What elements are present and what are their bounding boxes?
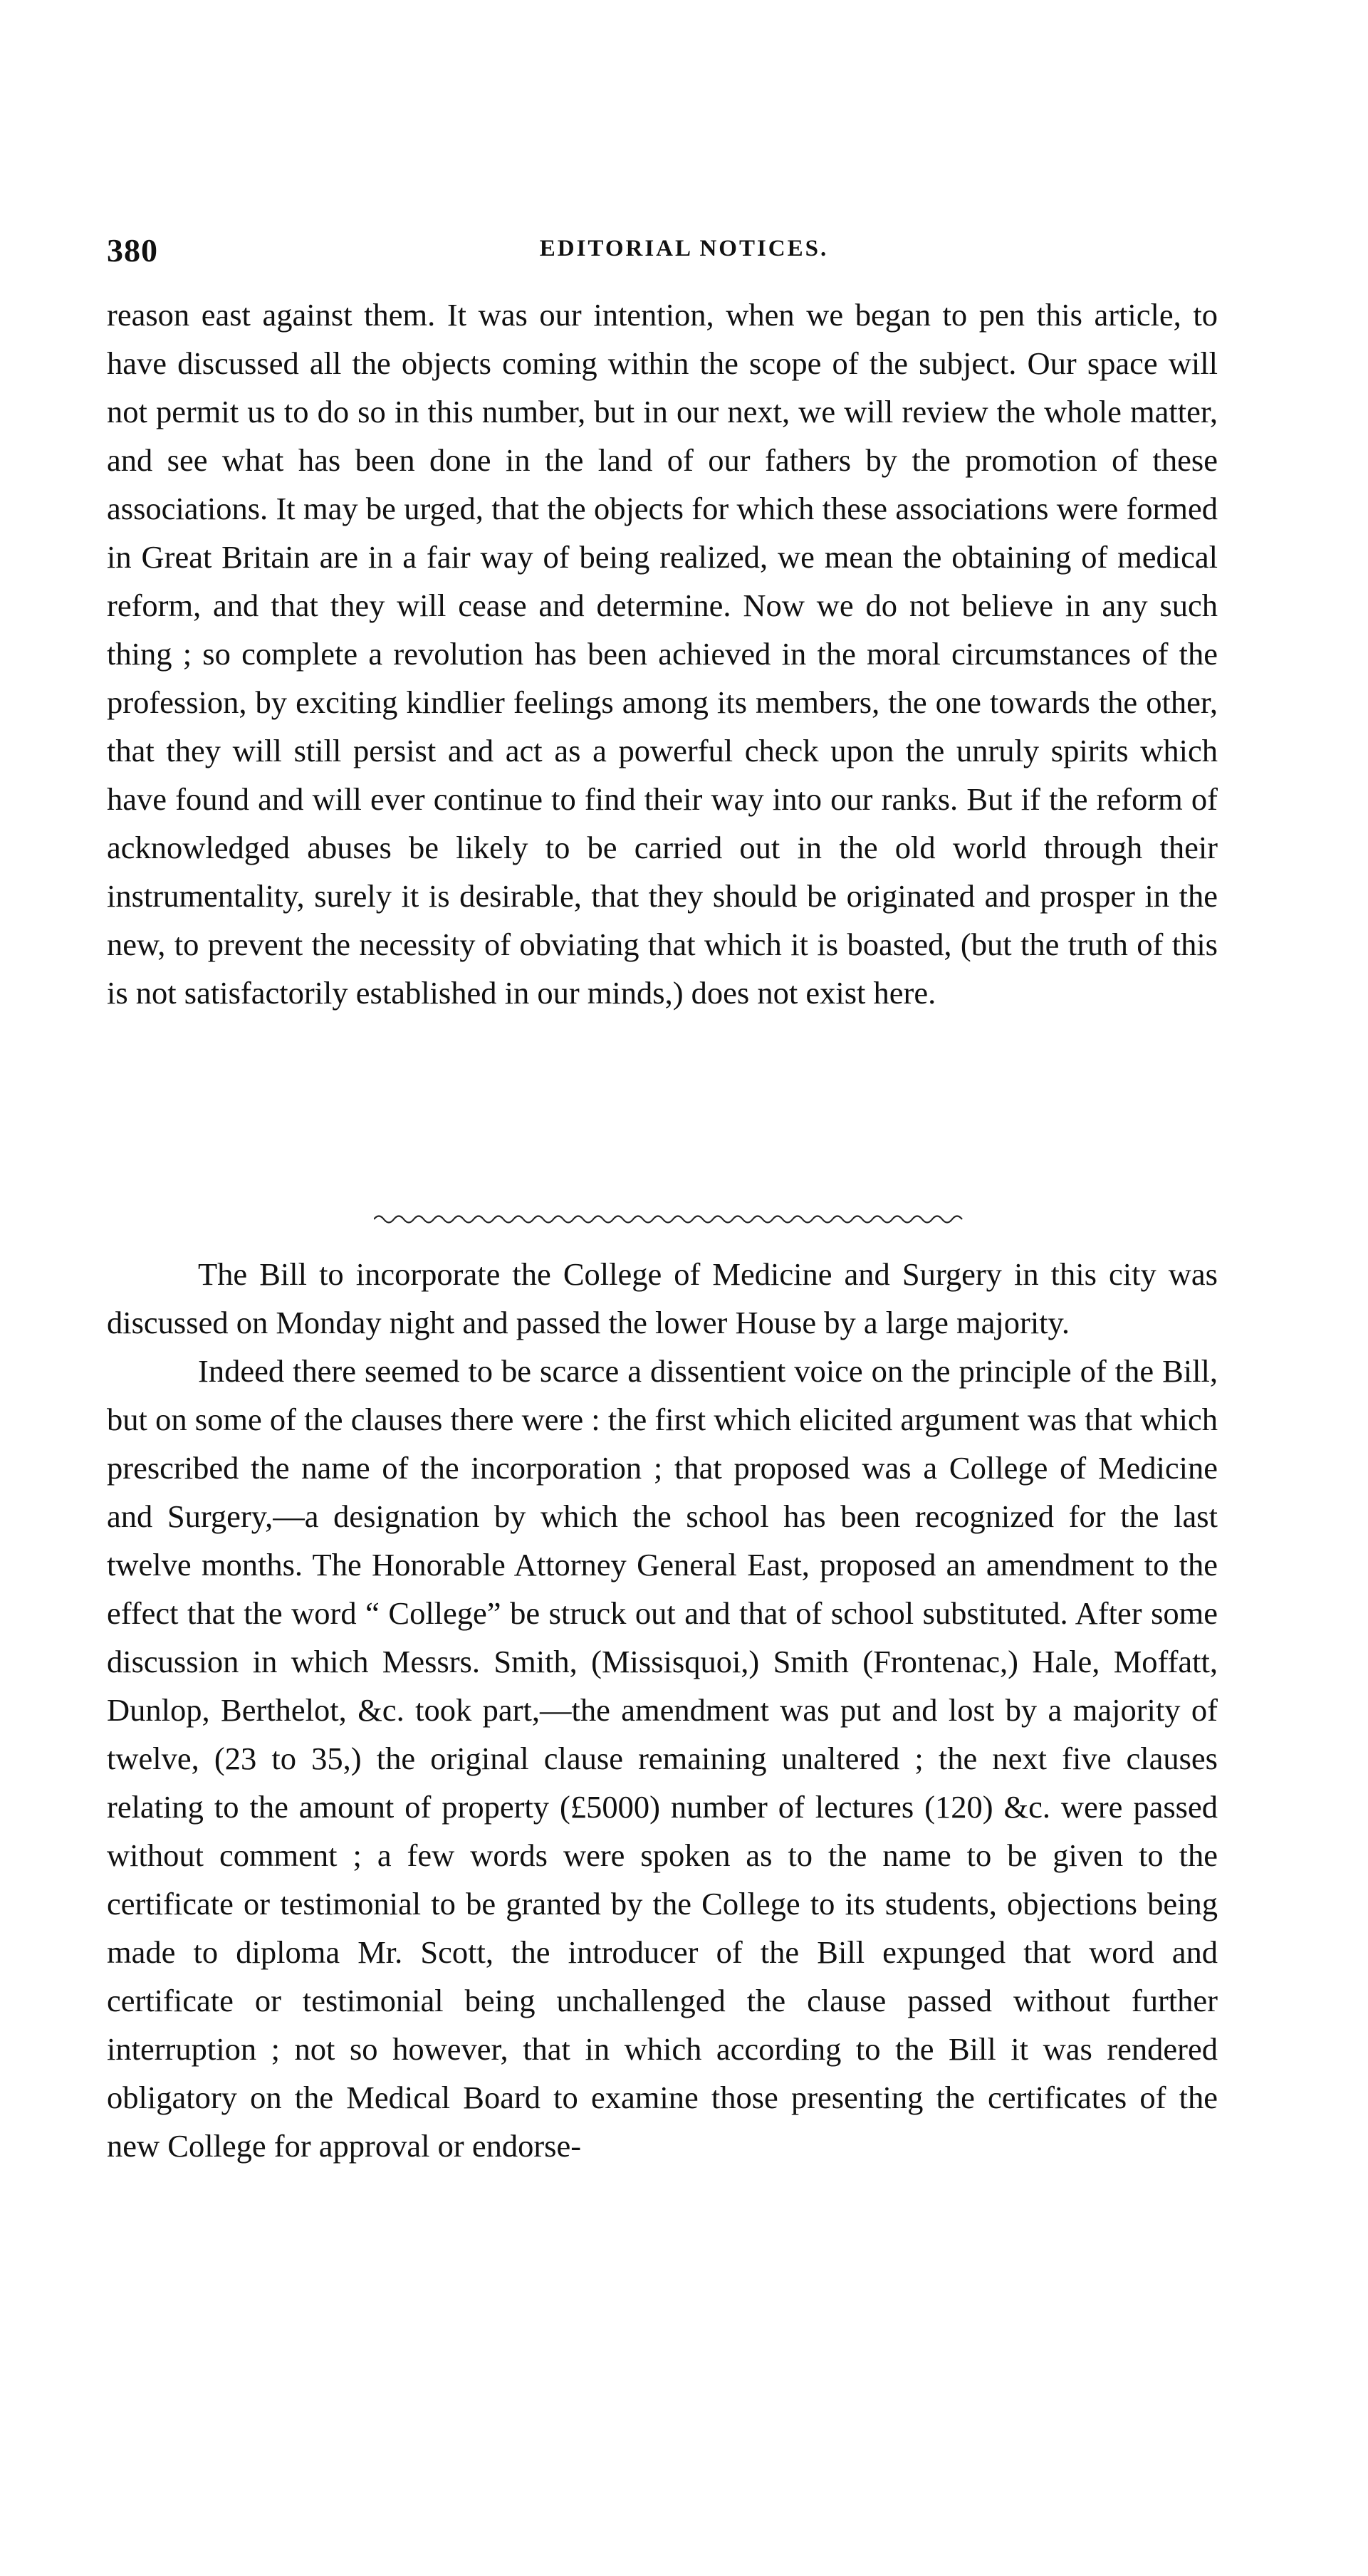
paragraph: The Bill to incorporate the College of Medicine and Surgery in this city was discussed on Monday night and passed the lower House by a large majority. [107,1256,1218,1340]
paragraph: Indeed there seemed to be scarce a dissentient voice on the principle of the Bill, but on some of the clauses there were : the first which elicited argument was that which prescribed the name of the incorporation ; that proposed was a College of Medicine and Surgery,—a designation by which the school has been recognized for the last twelve months. The Honorable Attorney General East, proposed an amendment to the effect that the word “ College” be struck out and that of school substituted. After some discussion in which Messrs. Smith, (Missisquoi,) Smith (Frontenac,) Hale, Moffatt, Dunlop, Berthelot, &c. took part,—the amendment was put and lost by a majority of twelve, (23 to 35,) the original clause remaining unaltered ; the next five clauses relating to the amount of property (£5000) number of lectures (120) &c. were passed without comment ; a few words were spoken as to the name to be given to the certificate or testimonial to be granted by the College to its students, objections being made to diploma Mr. Scott, the introducer of the Bill expunged that word and certificate or testimonial being unchallenged the clause passed without further interruption ; not so however, that in which according to the Bill it was rendered obligatory on the Medical Board to examine those presenting the certificates of the new College for approval or endorse- [107,1353,1218,2164]
college-bill-notice [107,1250,1218,2170]
wavy-divider [374,1209,965,1230]
paragraph: reason east against them. It was our intention, when we began to pen this article, to have discussed all the objects coming within the scope of the subject. Our space will not permit us to do so in this number, but in our next, we will review the whole matter, and see what has been done in the land of our fathers by the promotion of these associations. It may be urged, that the objects for which these associations were formed in Great Britain are in a fair way of being realized, we mean the obtaining of medical reform, and that they will cease and determine. Now we do not believe in any such thing ; so complete a revolution has been achieved in the moral circumstances of the profession, by exciting kindlier feelings among its members, the one towards the other, that they will still persist and act as a powerful check upon the unruly spirits which have found and will ever continue to find their way into our ranks. But if the reform of acknowledged abuses be likely to be carried out in the old world through their instrumentality, surely it is desirable, that they should be originated and prosper in the new, to prevent the necessity of obviating that which it is boasted, (but the truth of this is not satisfactorily established in our minds,) does not exist here. [107,297,1218,1011]
page-header [0,231,1368,274]
running-title: EDITORIAL NOTICES. [539,236,829,261]
page-number: 380 [107,232,158,268]
article-continuation [107,291,1218,1017]
